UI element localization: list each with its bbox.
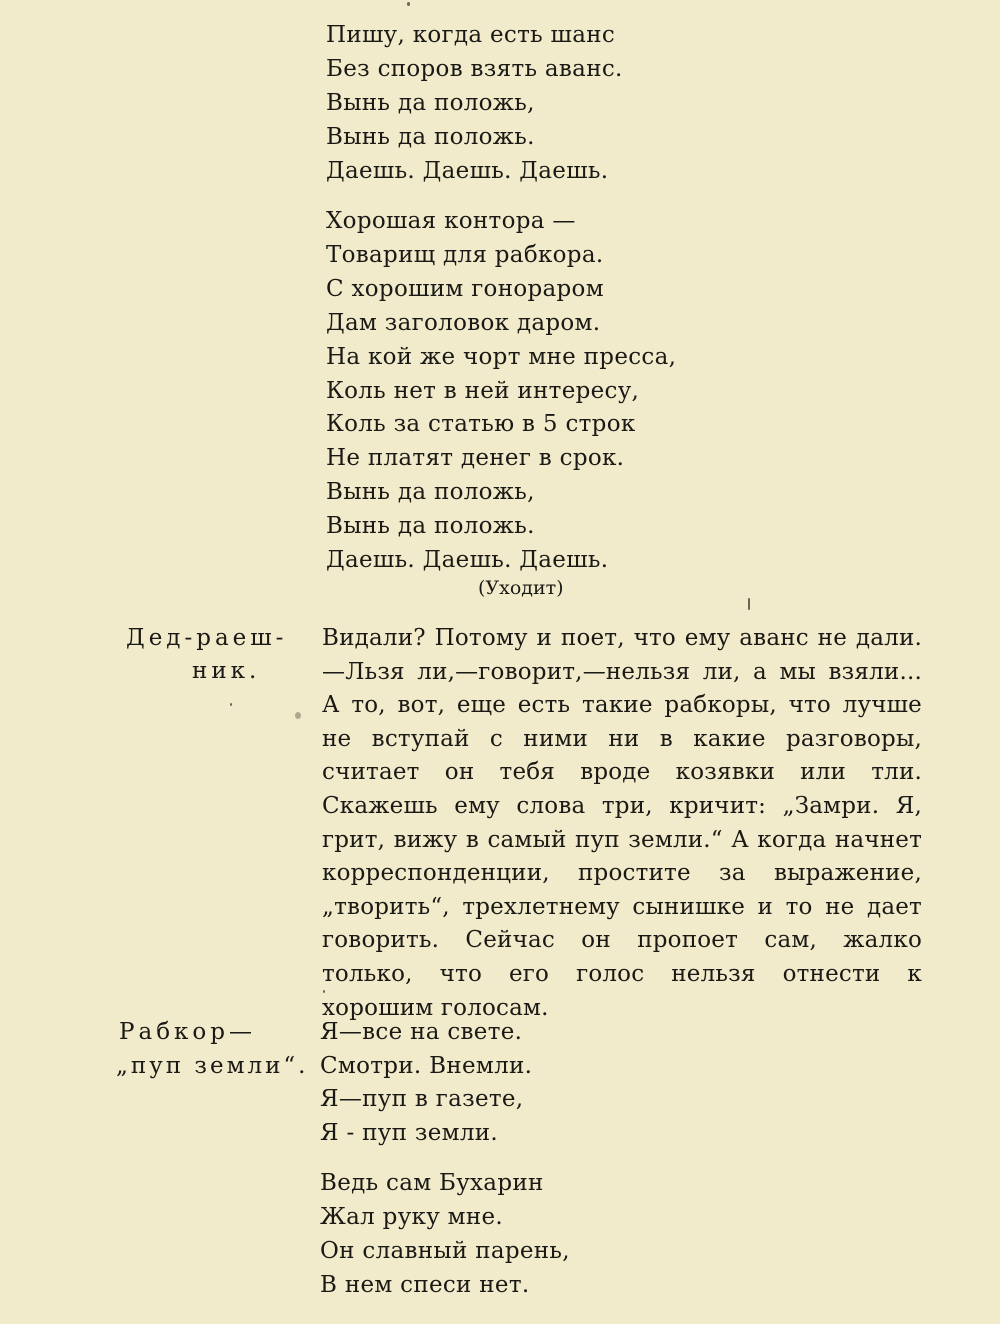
verse-line: Жал руку мне.	[320, 1204, 503, 1230]
paper-speck	[323, 990, 325, 993]
verse-line: Даешь. Даешь. Даешь.	[326, 547, 609, 573]
verse-line: Смотри. Внемли.	[320, 1053, 533, 1079]
speaker-name: ник.	[192, 658, 261, 684]
paper-speck	[748, 598, 750, 610]
verse-line: Товарищ для рабкора.	[326, 242, 604, 268]
verse-line: Вынь да положь,	[326, 90, 535, 116]
speaker-name: „пуп земли“.	[116, 1053, 309, 1079]
verse-line: Вынь да положь.	[326, 124, 535, 150]
verse-line: Я - пуп земли.	[320, 1120, 498, 1146]
verse-line: Даешь. Даешь. Даешь.	[326, 158, 609, 184]
verse-line: Коль за статью в 5 строк	[326, 411, 636, 437]
verse-line: Я—все на свете.	[320, 1019, 523, 1045]
paper-speck	[230, 703, 232, 706]
verse-line: Пишу, когда есть шанс	[326, 22, 616, 48]
verse-line: На кой же чорт мне пресса,	[326, 344, 677, 370]
stage-direction: (Уходит)	[478, 577, 564, 599]
verse-line: Хорошая контора —	[326, 208, 576, 234]
verse-line: Вынь да положь,	[326, 479, 535, 505]
verse-line: В нем спеси нет.	[320, 1272, 530, 1298]
paper-speck	[407, 2, 410, 6]
speech-paragraph: Видали? Потому и поет, что ему аванс не дали.—Льзя ли,—говорит,—нельзя ли, а мы взяли... А то, вот, еще есть такие рабкоры, что лучше не вступай с ними ни в какие разговоры, считает он тебя вроде козявки или тли. Скажешь ему слова три, кричит: „Замри. Я, грит, вижу в самый пуп земли.“ А когда начнет корреспонденции, простите за выражение, „творить“, трехлетнему сынишке и то не дает говорить. Сейчас он пропоет сам, жалко только, что его голос нельзя отнести к хорошим голосам.	[322, 625, 922, 1021]
verse-line: Без споров взять аванс.	[326, 56, 623, 82]
paper-speck	[295, 712, 301, 719]
verse-line: Коль нет в ней интересу,	[326, 378, 640, 404]
verse-line: Ведь сам Бухарин	[320, 1170, 544, 1196]
verse-line: Не платят денег в срок.	[326, 445, 625, 471]
verse-line: Он славный парень,	[320, 1238, 570, 1264]
verse-line: Дам заголовок даром.	[326, 310, 601, 336]
verse-line: Вынь да положь.	[326, 513, 535, 539]
verse-line: Я—пуп в газете,	[320, 1086, 524, 1112]
verse-line: С хорошим гонораром	[326, 276, 604, 302]
speaker-name: Дед-раеш-	[126, 625, 288, 651]
speaker-name: Рабкор—	[119, 1019, 256, 1045]
